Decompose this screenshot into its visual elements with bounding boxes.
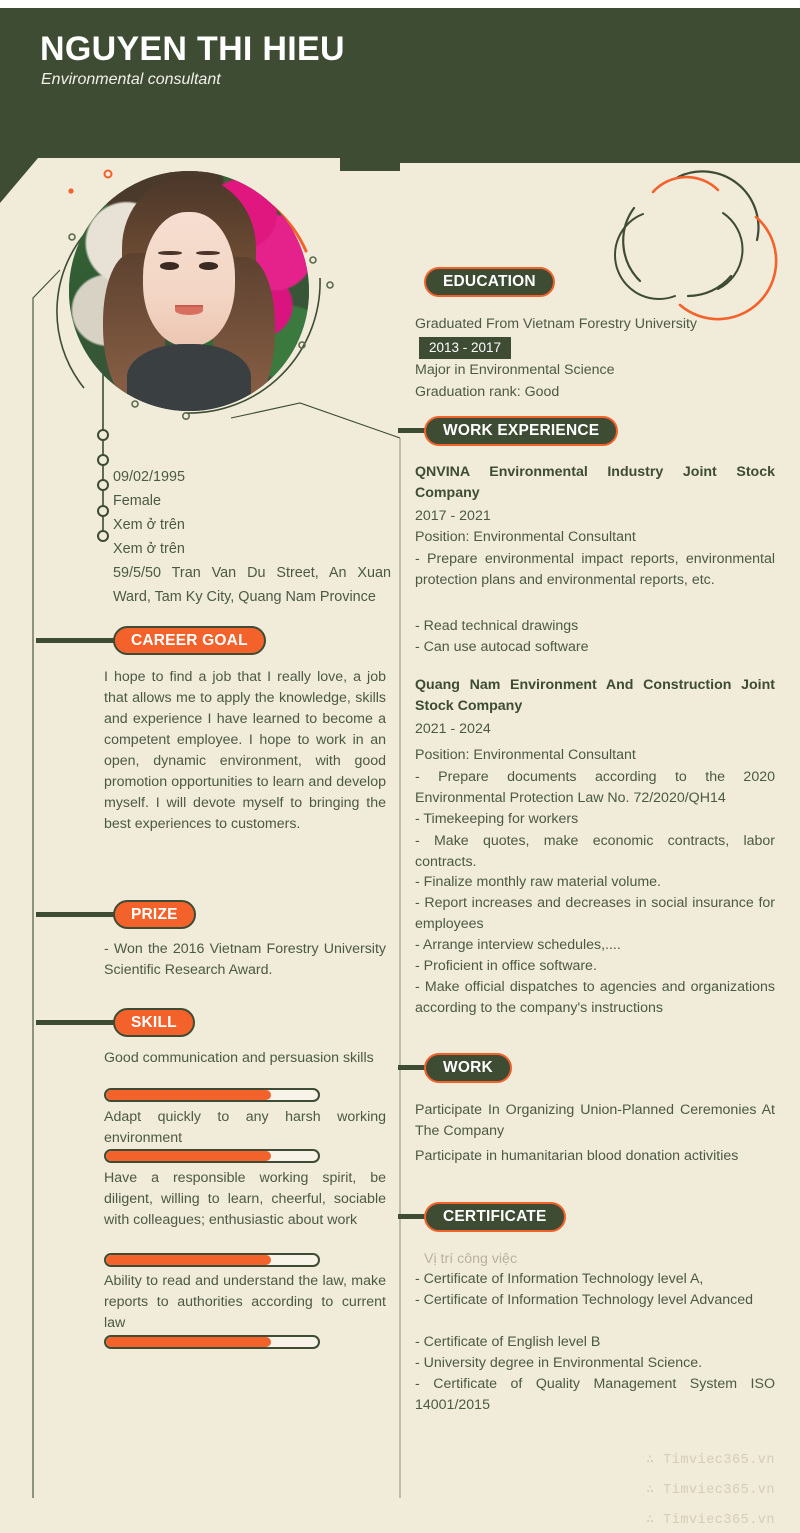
career-goal-stub bbox=[36, 638, 116, 643]
job-duty: - Arrange interview schedules,.... bbox=[415, 937, 621, 953]
prize-stub bbox=[36, 912, 116, 917]
job-duty: - Timekeeping for workers bbox=[415, 811, 579, 827]
watermark: ∴ Timviec365.vn bbox=[645, 1513, 775, 1528]
certificate-item: - Certificate of Information Technology level Advanced bbox=[415, 1292, 754, 1308]
prize-body: - Won the 2016 Vietnam Forestry University Scientific Research Award. bbox=[104, 941, 386, 978]
job-duty: - Report increases and decreases in social insurance for employees bbox=[415, 895, 775, 932]
job-company: QNVINA Environmental Industry Joint Stock Company bbox=[415, 464, 775, 501]
job-years: 2017 - 2021 bbox=[415, 508, 491, 524]
skill-label: Ability to read and understand the law, make reports to authorities according to current law bbox=[104, 1273, 386, 1331]
job-position: Position: Environmental Consultant bbox=[415, 747, 636, 763]
skill-progress-bar bbox=[104, 1335, 320, 1349]
job-company: Quang Nam Environment And Construction Joint Stock Company bbox=[415, 677, 775, 714]
certificate-item: - Certificate of Quality Management System ISO 14001/2015 bbox=[415, 1376, 775, 1413]
section-heading-prize: PRIZE bbox=[113, 900, 196, 929]
career-goal-body: I hope to find a job that I really love, a job that allows me to apply the knowledge, skills and experience I have learned to become a competent employee. I hope to work in an open, dynamic environment, with good promotion opportunities to learn and develop myself. I will devote myself to bringing the best experiences to customers. bbox=[104, 669, 386, 832]
education-school: Graduated From Vietnam Forestry University bbox=[415, 316, 698, 332]
job-years: 2021 - 2024 bbox=[415, 721, 491, 737]
info-address: 59/5/50 Tran Van Du Street, An Xuan Ward, Tam Ky City, Quang Nam Province bbox=[113, 565, 391, 605]
skill-progress-fill bbox=[106, 1151, 271, 1161]
certificate-placeholder: Vị trí công việc bbox=[424, 1251, 518, 1267]
section-heading-career-goal: CAREER GOAL bbox=[113, 626, 266, 655]
skill-progress-fill bbox=[106, 1337, 271, 1347]
certificate-item: - University degree in Environmental Science. bbox=[415, 1355, 703, 1371]
work-item: Participate In Organizing Union-Planned Ceremonies At The Company bbox=[415, 1102, 775, 1139]
job-duty: - Proficient in office software. bbox=[415, 958, 597, 974]
info-phone: Xem ở trên bbox=[113, 517, 185, 533]
job-title: Environmental consultant bbox=[41, 71, 221, 88]
skill-progress-bar bbox=[104, 1253, 320, 1267]
skill-progress-fill bbox=[106, 1255, 271, 1265]
skill-progress-bar bbox=[104, 1149, 320, 1163]
avatar bbox=[69, 171, 309, 411]
job-duty: - Make official dispatches to agencies and organizations according to the company's instructions bbox=[415, 979, 775, 1016]
skill-label: Adapt quickly to any harsh working environment bbox=[104, 1109, 386, 1146]
job-duty: - Finalize monthly raw material volume. bbox=[415, 874, 661, 890]
job-duty: - Make quotes, make economic contracts, labor contracts. bbox=[415, 833, 775, 870]
job-duty: - Read technical drawings bbox=[415, 618, 579, 634]
job-position: Position: Environmental Consultant bbox=[415, 529, 636, 545]
section-heading-education: EDUCATION bbox=[424, 267, 555, 297]
skill-progress-bar bbox=[104, 1088, 320, 1102]
work-item: Participate in humanitarian blood donation activities bbox=[415, 1148, 739, 1164]
watermark: ∴ Timviec365.vn bbox=[645, 1453, 775, 1468]
skill-stub bbox=[36, 1020, 116, 1025]
job-duty: - Prepare documents according to the 2020 Environmental Protection Law No. 72/2020/QH14 bbox=[415, 769, 775, 806]
certificate-item: - Certificate of Information Technology level A, bbox=[415, 1271, 704, 1287]
education-years: 2013 - 2017 bbox=[419, 337, 511, 359]
info-birthdate: 09/02/1995 bbox=[113, 469, 186, 485]
section-heading-certificate: CERTIFICATE bbox=[424, 1202, 566, 1232]
skill-label: Good communication and persuasion skills bbox=[104, 1050, 374, 1066]
info-gender: Female bbox=[113, 493, 161, 509]
info-email: Xem ở trên bbox=[113, 541, 185, 557]
education-rank: Graduation rank: Good bbox=[415, 384, 560, 400]
certificate-item: - Certificate of English level B bbox=[415, 1334, 601, 1350]
job-duty: - Prepare environmental impact reports, environmental protection plans and environmental reports, etc. bbox=[415, 551, 775, 588]
job-duty: - Can use autocad software bbox=[415, 639, 589, 655]
skill-progress-fill bbox=[106, 1090, 271, 1100]
section-heading-work: WORK bbox=[424, 1053, 512, 1083]
watermark: ∴ Timviec365.vn bbox=[645, 1483, 775, 1498]
skill-label: Have a responsible working spirit, be diligent, willing to learn, cheerful, sociable with colleagues; enthusiastic about work bbox=[104, 1170, 386, 1228]
resume-page bbox=[0, 8, 800, 1533]
section-heading-skill: SKILL bbox=[113, 1008, 195, 1037]
education-major: Major in Environmental Science bbox=[415, 362, 615, 378]
section-heading-work-experience: WORK EXPERIENCE bbox=[424, 416, 618, 446]
page-title: NGUYEN THI HIEU bbox=[40, 30, 345, 68]
